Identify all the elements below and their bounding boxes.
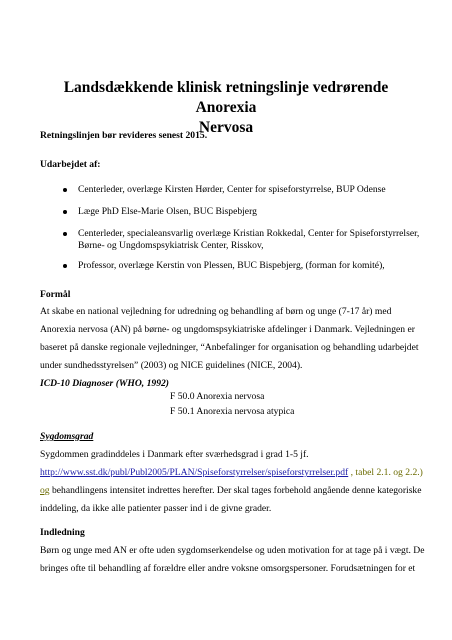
purpose-line: baseret på danske regionale vejledninger, “Anbefalinger for organisation og behandling udarbejdet [40,342,419,353]
author-item: Læge PhD Else-Marie Olsen, BUC Bispebjerg [78,206,257,217]
icd-code: F 50.1 Anorexia nervosa atypica [170,406,295,417]
purpose-line: under sundhedsstyrelsen” (2003) og NICE guidelines (NICE, 2004). [40,360,303,371]
author-item: Centerleder, overlæge Kirsten Hørder, Center for spiseforstyrrelse, BUP Odense [78,184,386,195]
bullet-icon [63,188,67,192]
severity-link-line [40,467,423,479]
bullet-icon [63,232,67,236]
intro-heading: Indledning [40,527,85,538]
severity-line: inddeling, da ikke alle patienter passer ind i de givne grader. [40,503,272,514]
icd-code: F 50.0 Anorexia nervosa [170,391,265,402]
author-item: Centerleder, specialeansvarlig overlæge Kristian Rokkedal, Center for Spiseforstyrrelser, [78,228,420,239]
purpose-heading: Formål [40,289,71,300]
icd-heading: ICD-10 Diagnoser (WHO, 1992) [40,378,169,389]
severity-line: Sygdommen gradinddeles i Danmark efter sværhedsgrad i grad 1-5 jf. [40,449,309,460]
bullet-icon [63,210,67,214]
severity-line-rest: behandlingens intensitet indrettes herefter. Der skal tages forbehold angående denne kategoriske [49,485,422,496]
author-item: Professor, overlæge Kerstin von Plessen, BUC Bispebjerg, (forman for komité), [78,260,385,271]
document-title [40,78,412,138]
severity-link-suffix: , tabel 2.1. og 2.2.) [348,467,423,478]
severity-line-prefix: og [40,485,50,496]
severity-heading: Sygdomsgrad [40,431,94,442]
intro-line: bringes ofte til behandling af forældre eller andre voksne omsorgspersoner. Forudsætningen for et [40,563,416,574]
title-line-2: Nervosa [198,119,254,136]
revision-note: Retningslinjen bør revideres senest 2015. [40,130,208,141]
title-line-1: Landsdækkende klinisk retningslinje vedrørende Anorexia [63,79,389,116]
purpose-line: At skabe en national vejledning for udredning og behandling af børn og unge (7-17 år) med [40,306,392,317]
severity-line [40,485,421,497]
severity-guideline-link[interactable]: http://www.sst.dk/publ/Publ2005/PLAN/Spiseforstyrrelser/spiseforstyrrelser.pdf [40,467,349,478]
purpose-line: Anorexia nervosa (AN) på børne- og ungdomspsykiatriske afdelinger i Danmark. Vejledningen er [40,324,415,335]
bullet-icon [63,264,67,268]
author-item-continuation: Børne- og Ungdomspsykiatrisk Center, Risskov, [78,240,264,251]
intro-line: Børn og unge med AN er ofte uden sygdomserkendelse og uden motivation for at tage på i vægt. De [40,545,425,556]
prepared-by-heading: Udarbejdet af: [40,159,101,170]
